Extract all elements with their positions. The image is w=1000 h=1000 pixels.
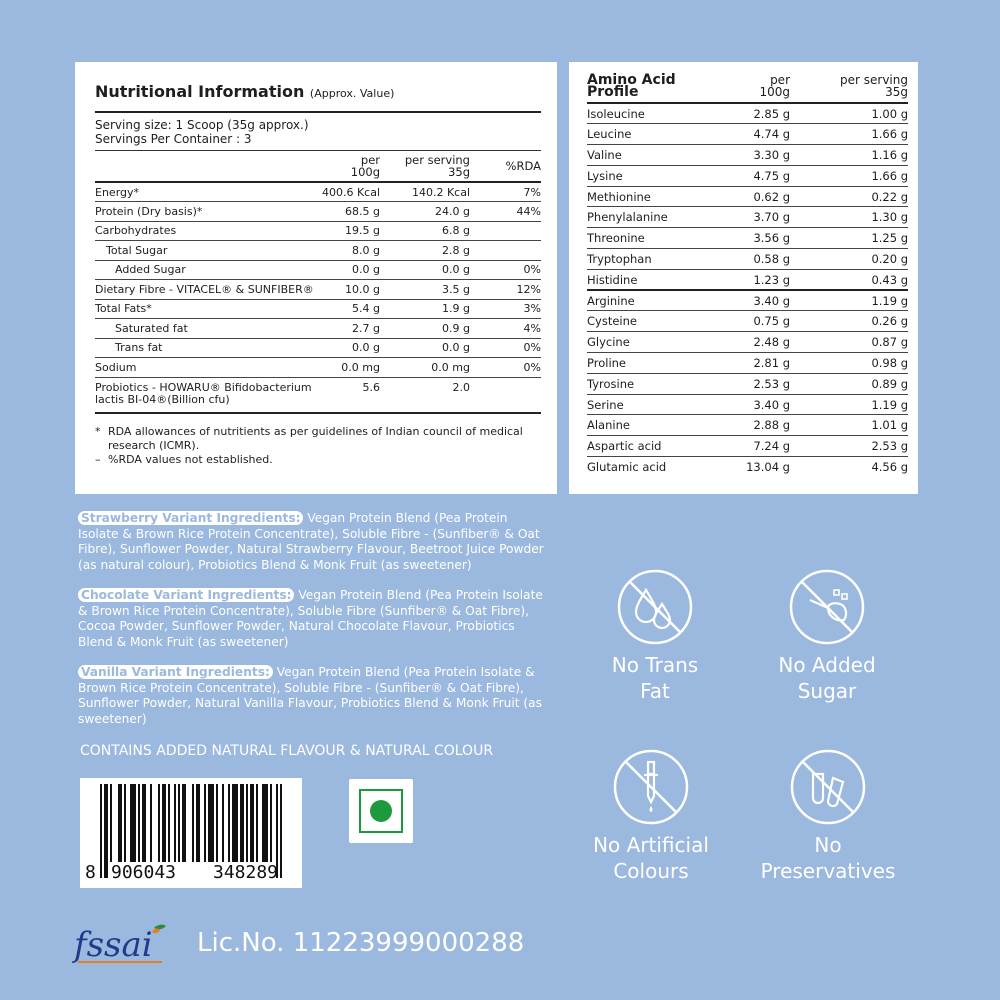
nutrition-title: Nutritional Information (Approx. Value) (95, 82, 395, 101)
barcode-bar (222, 784, 224, 862)
barcode-bar (182, 784, 186, 862)
barcode-bar (138, 784, 140, 862)
amino-col-perserving: per serving 35g (840, 73, 908, 99)
amino-col-per100: per 100g (759, 73, 790, 99)
barcode-bar (256, 784, 258, 862)
claim-no-artificial-colours: No Artificial Colours (566, 748, 736, 884)
barcode-bar (250, 784, 254, 862)
nutrition-title-note: (Approx. Value) (309, 87, 395, 100)
table-row: Serine 3.40 g 1.19 g (587, 394, 908, 415)
table-row: Phenylalanine 3.70 g 1.30 g (587, 207, 908, 228)
serving-size: Serving size: 1 Scoop (35g approx.) (95, 118, 309, 132)
barcode-bar (196, 784, 200, 862)
amino-table (587, 74, 908, 477)
servings-per-container: Servings Per Container : 3 (95, 132, 252, 146)
table-row: Trans fat 0.0 g 0.0 g 0% (95, 338, 541, 358)
table-row: Saturated fat 2.7 g 0.9 g 4% (95, 319, 541, 339)
no-preservatives-icon (789, 748, 867, 826)
table-row: Histidine 1.23 g 0.43 g (587, 269, 908, 290)
table-row: Alanine 2.88 g 1.01 g (587, 415, 908, 436)
table-row: Proline 2.81 g 0.98 g (587, 353, 908, 374)
table-row: Valine 3.30 g 1.16 g (587, 145, 908, 166)
vanilla-label: Vanilla Variant Ingredients: (78, 665, 273, 679)
serving-info (95, 113, 541, 150)
table-row: Isoleucine 2.85 g 1.00 g (587, 103, 908, 124)
table-row: Probiotics - HOWARU® Bifidobacterium lactis BI-04®(Billion cfu) 5.6 2.0 (95, 377, 541, 413)
strawberry-ingredients: Strawberry Variant Ingredients: Vegan Protein Blend (Pea Protein Isolate & Brown Rice Protein Concentrate), Soluble Fibre - (Sunfiber® & Oat Fibre), Sunflower Powder, Natural Strawberry Flavour, Beetroot Juice Powder (as natural colour), Probiotics Blend & Monk Fruit (as sweetener) (78, 511, 544, 572)
barcode-bar (208, 784, 214, 862)
table-row: Energy* 400.6 Kcal 140.2 Kcal 7% (95, 182, 541, 202)
nutrition-panel (75, 62, 557, 494)
table-row: Threonine 3.56 g 1.25 g (587, 228, 908, 249)
barcode-bar (240, 784, 244, 862)
table-row: Glutamic acid 13.04 g 4.56 g (587, 457, 908, 478)
barcode-bar (162, 784, 166, 862)
barcode-bar (150, 784, 152, 862)
barcode-bar (178, 784, 180, 862)
footnote-rda: RDA allowances of nutritients as per guidelines of Indian council of medical research (ICMR). (108, 425, 523, 452)
barcode-bar (142, 784, 146, 862)
barcode-digits: 8 906043 348289 (85, 862, 279, 883)
barcode-bar (158, 784, 160, 862)
strawberry-label: Strawberry Variant Ingredients: (78, 511, 303, 525)
col-perserving-header: per serving 35g (404, 153, 470, 179)
amino-title: Amino Acid Profile (587, 72, 676, 100)
table-row: Arginine 3.40 g 1.19 g (587, 290, 908, 311)
barcode-bar (192, 784, 194, 862)
veg-mark-icon (349, 779, 413, 843)
table-row: Added Sugar 0.0 g 0.0 g 0% (95, 260, 541, 280)
claim-no-added-sugar: No Added Sugar (742, 568, 912, 704)
col-per100-header: per 100g (350, 153, 380, 179)
barcode-bar (246, 784, 248, 862)
barcode-bar (124, 784, 126, 862)
table-row: Total Fats* 5.4 g 1.9 g 3% (95, 299, 541, 319)
barcode-bar (270, 784, 272, 862)
barcode-bar (110, 784, 112, 862)
table-row: Leucine 4.74 g 1.66 g (587, 124, 908, 145)
table-row: Tryptophan 0.58 g 0.20 g (587, 249, 908, 270)
footnote-not-established: %RDA values not established. (108, 453, 273, 466)
no-trans-fat-icon (616, 568, 694, 646)
barcode-bar (232, 784, 238, 862)
barcode-bar (204, 784, 206, 862)
table-row: Carbohydrates 19.5 g 6.8 g (95, 221, 541, 241)
footnotes: * RDA allowances of nutritients as per guidelines of Indian council of medical research (ICMR). – %RDA values not established. (95, 425, 541, 467)
barcode-bar (168, 784, 170, 862)
no-added-sugar-icon (788, 568, 866, 646)
barcode-bar (262, 784, 268, 862)
table-row: Protein (Dry basis)* 68.5 g 24.0 g 44% (95, 202, 541, 222)
license-number: Lic.No. 11223999000288 (197, 928, 525, 958)
table-row: Total Sugar 8.0 g 2.8 g (95, 241, 541, 261)
no-artificial-colours-icon (612, 748, 690, 826)
table-row: Methionine 0.62 g 0.22 g (587, 186, 908, 207)
col-rda-header: %RDA (505, 159, 541, 173)
svg-text:fssai: fssai (74, 925, 153, 965)
contains-statement: CONTAINS ADDED NATURAL FLAVOUR & NATURAL COLOUR (80, 743, 494, 759)
amino-panel (569, 62, 918, 494)
table-row: Cysteine 0.75 g 0.26 g (587, 311, 908, 332)
fssai-logo (72, 920, 172, 970)
table-row: Sodium 0.0 mg 0.0 mg 0% (95, 358, 541, 378)
table-row: Tyrosine 2.53 g 0.89 g (587, 373, 908, 394)
barcode-bar (130, 784, 136, 862)
claim-no-preservatives: No Preservatives (743, 748, 913, 884)
barcode-bar (216, 784, 218, 862)
table-row: Aspartic acid 7.24 g 2.53 g (587, 436, 908, 457)
table-row: Dietary Fibre - VITACEL® & SUNFIBER® 10.0 g 3.5 g 12% (95, 280, 541, 300)
barcode-bar (118, 784, 122, 862)
barcode-bar (174, 784, 176, 862)
table-row: Lysine 4.75 g 1.66 g (587, 165, 908, 186)
claim-no-trans-fat: No Trans Fat (570, 568, 740, 704)
nutrition-table (95, 151, 541, 414)
vanilla-ingredients: Vanilla Variant Ingredients: Vegan Protein Blend (Pea Protein Isolate & Brown Rice Protein Concentrate), Soluble Fibre - (Sunfiber® & Oat Fibre), Sunflower Powder, Natural Vanilla Flavour, Probiotics Blend & Monk Fruit (as sweetener) (78, 665, 542, 726)
chocolate-ingredients: Chocolate Variant Ingredients: Vegan Protein Blend (Pea Protein Isolate & Brown Rice Protein Concentrate), Soluble Fibre (Sunfiber® & Oat Fibre), Cocoa Powder, Sunflower Powder, Natural Chocolate Flavour, Probiotics Blend & Monk Fruit (as sweetener) (78, 588, 543, 649)
table-row: Glycine 2.48 g 0.87 g (587, 332, 908, 353)
barcode-bar (228, 784, 230, 862)
chocolate-label: Chocolate Variant Ingredients: (78, 588, 294, 602)
